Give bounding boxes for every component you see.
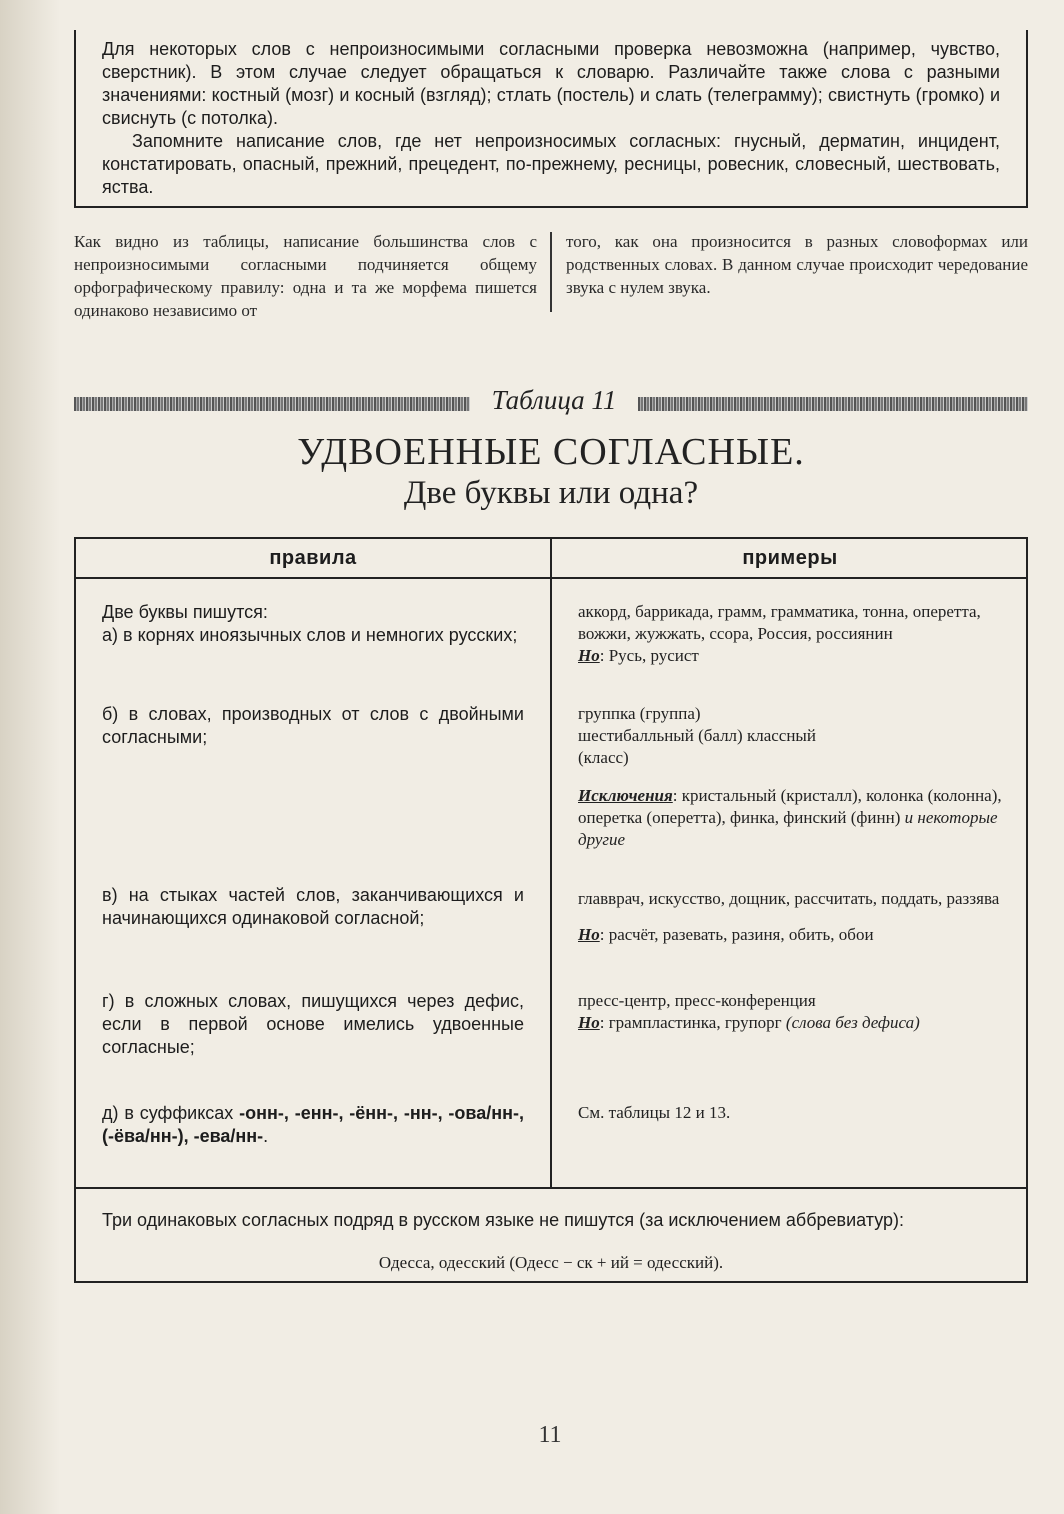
rule-v: в) на стыках частей слов, заканчивающихся и начинающихся одинаковой согласной; xyxy=(102,885,524,928)
rule-b: б) в словах, производных от слов с двойными согласными; xyxy=(102,704,524,747)
rule-a: а) в корнях иноязычных слов и немногих русских; xyxy=(102,625,518,645)
example-g-exception xyxy=(578,1012,1008,1034)
example-d: См. таблицы 12 и 13. xyxy=(578,1103,731,1122)
rule-g: г) в сложных словах, пишущихся через дефис, если в первой основе имелись удвоенные согласные; xyxy=(102,991,524,1057)
no-label: Но xyxy=(578,925,600,944)
rule-d xyxy=(102,1102,524,1148)
reference-paragraph-2: Запомните написание слов, где нет непроизносимых согласных: гнусный, дерматин, инцидент, констатировать, опасный, прежний, прецедент, по-прежнему, ресницы, ровесник, словесный, шествовать, яства. xyxy=(102,131,1000,197)
example-a-words: аккорд, баррикада, грамм, грамматика, тонна, оперетта, вожжи, жужжать, ссора, Россия, россиянин xyxy=(578,602,981,643)
example-b-exceptions-italic: и некоторые другие xyxy=(578,808,998,849)
footer-example: Одесса, одесский (Одесс − ск + ий = одесский). xyxy=(378,1253,724,1272)
example-v-exception xyxy=(578,924,1008,946)
example-g-words: пресс-центр, пресс-конференция xyxy=(578,991,816,1010)
body-text-left: Как видно из таблицы, написание большинства слов с непроизносимыми согласными подчиняется общему орфографическому правилу: одна и та же морфема пишется одинаково независимо от xyxy=(74,232,537,320)
table-number: Таблица 11 xyxy=(491,385,617,415)
body-text-right: того, как она произносится в разных словоформах или родственных словах. В данном случае происходит чередование звука с нулем звука. xyxy=(566,232,1028,297)
reference-box xyxy=(74,30,1028,208)
reference-paragraph-1: Для некоторых слов с непроизносимыми согласными проверка невозможна (например, чувство, сверстник). В этом случае следует обращаться к словарю. Различайте также слова с разными значениями: костный (мозг) и косный (взгляд); стлать (постель) и слать (телеграмму); свистнуть (громко) и свиснуть (с потолка). xyxy=(102,39,1000,128)
example-b-words: группка (группа) шестибалльный (балл) классный (класс) xyxy=(578,704,816,767)
page-edge-shadow xyxy=(0,0,60,1514)
example-g-exception-italic: (слова без дефиса) xyxy=(785,1013,920,1032)
title-band-right xyxy=(638,397,1028,411)
exceptions-label: Исключения xyxy=(578,786,673,805)
example-a-exception xyxy=(578,645,1008,667)
example-a-exception-text: : Русь, русист xyxy=(599,646,699,665)
header-examples: примеры xyxy=(742,547,838,569)
header-rules: правила xyxy=(269,547,357,569)
no-label: Но xyxy=(578,1013,600,1032)
example-v-exception-text: : расчёт, разевать, разиня, обить, обои xyxy=(599,925,874,944)
example-v-words: главврач, искусство, дощник, рассчитать, поддать, раззява xyxy=(578,889,1000,908)
example-v xyxy=(578,888,1008,946)
footer-rule: Три одинаковых согласных подряд в русском языке не пишутся (за исключением аббревиатур): xyxy=(102,1210,905,1230)
example-a xyxy=(578,601,1008,667)
no-label: Но xyxy=(578,646,600,665)
example-b-exceptions xyxy=(578,785,1008,851)
title-band-left xyxy=(74,397,470,411)
page-subtitle: Две буквы или одна? xyxy=(403,475,699,511)
rule-d-text: д) в суффиксах xyxy=(102,1103,240,1123)
column-separator xyxy=(550,539,552,1189)
page-title: УДВОЕННЫЕ СОГЛАСНЫЕ. xyxy=(297,431,805,473)
example-b xyxy=(578,703,1008,769)
example-g xyxy=(578,990,1008,1034)
footer-divider xyxy=(76,1187,1026,1189)
page-number: 11 xyxy=(538,1422,562,1448)
rule-intro: Две буквы пишутся: xyxy=(102,602,268,622)
rules-table xyxy=(74,537,1028,1283)
rule-d-suffixes: -онн-, -енн-, -ённ-, -нн-, -ова/нн-, (-ёва/нн-), -ева/нн- xyxy=(102,1103,525,1146)
rule-d-end: . xyxy=(263,1126,269,1146)
example-b-exceptions-text: : кристальный (кристалл), колонка (колонна), оперетка (оперетта), финка, финский (финн) xyxy=(578,786,1002,827)
example-g-exception-text: : грампластинка, групорг xyxy=(599,1013,786,1032)
column-divider xyxy=(550,232,552,312)
